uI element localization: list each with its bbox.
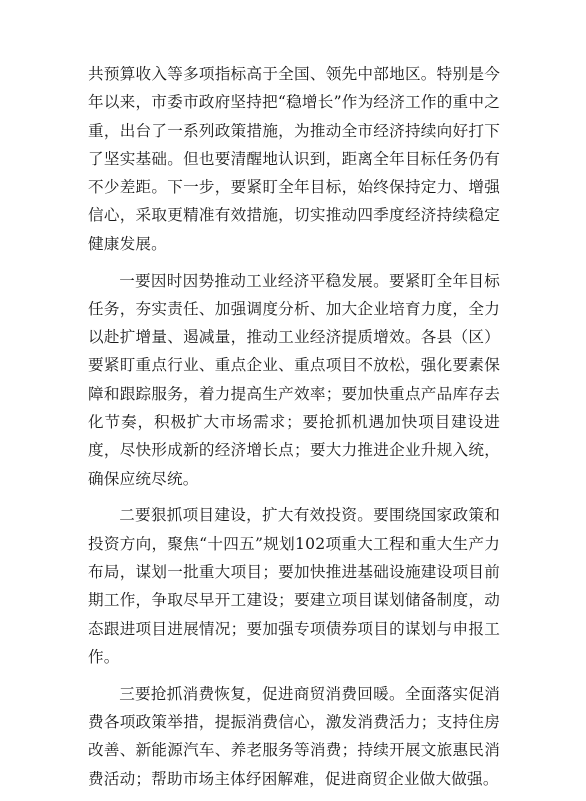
- paragraph-consumption: 三要抢抓消费恢复，促进商贸消费回暖。全面落实促消费各项政策举措，提振消费信心，激发消费活力；支持住房改善、新能源汽车、养老服务等消费；持续开展文旅惠民消费活动；帮助市场主体纾困解难，促进商贸企业做大做强。: [88, 684, 500, 788]
- paragraph-investment: 二要狠抓项目建设，扩大有效投资。要围绕国家政策和投资方向，聚焦“十四五”规划102项重大工程和重大生产力布局，谋划一批重大项目；要加快推进基础设施建设项目前期工作，争取尽早开工建设；要建立项目谋划储备制度，动态跟进项目进展情况；要加强专项债券项目的谋划与申报工作。: [88, 506, 500, 666]
- paragraph-industry: 一要因时因势推动工业经济平稳发展。要紧盯全年目标任务，夯实责任、加强调度分析、加大企业培育力度，全力以赴扩增量、遏减量，推动工业经济提质增效。各县（区）要紧盯重点行业、重点企业、重点项目不放松，强化要素保障和跟踪服务，着力提高生产效率；要加快重点产品库存去化节奏，积极扩大市场需求；要抢抓机遇加快项目建设进度，尽快形成新的经济增长点；要大力推进企业升规入统，确保应统尽统。: [88, 271, 500, 488]
- paragraph-intro: 共预算收入等多项指标高于全国、领先中部地区。特别是今年以来，市委市政府坚持把“稳增长”作为经济工作的重中之重，出台了一系列政策措施，为推动全市经济持续向好打下了坚实基础。但也要清醒地认识到，距离全年目标任务仍有不少差距。下一步，要紧盯全年目标，始终保持定力、增强信心，采取更精准有效措施，切实推动四季度经济持续稳定健康发展。: [88, 65, 500, 253]
- document-body: [88, 60, 500, 801]
